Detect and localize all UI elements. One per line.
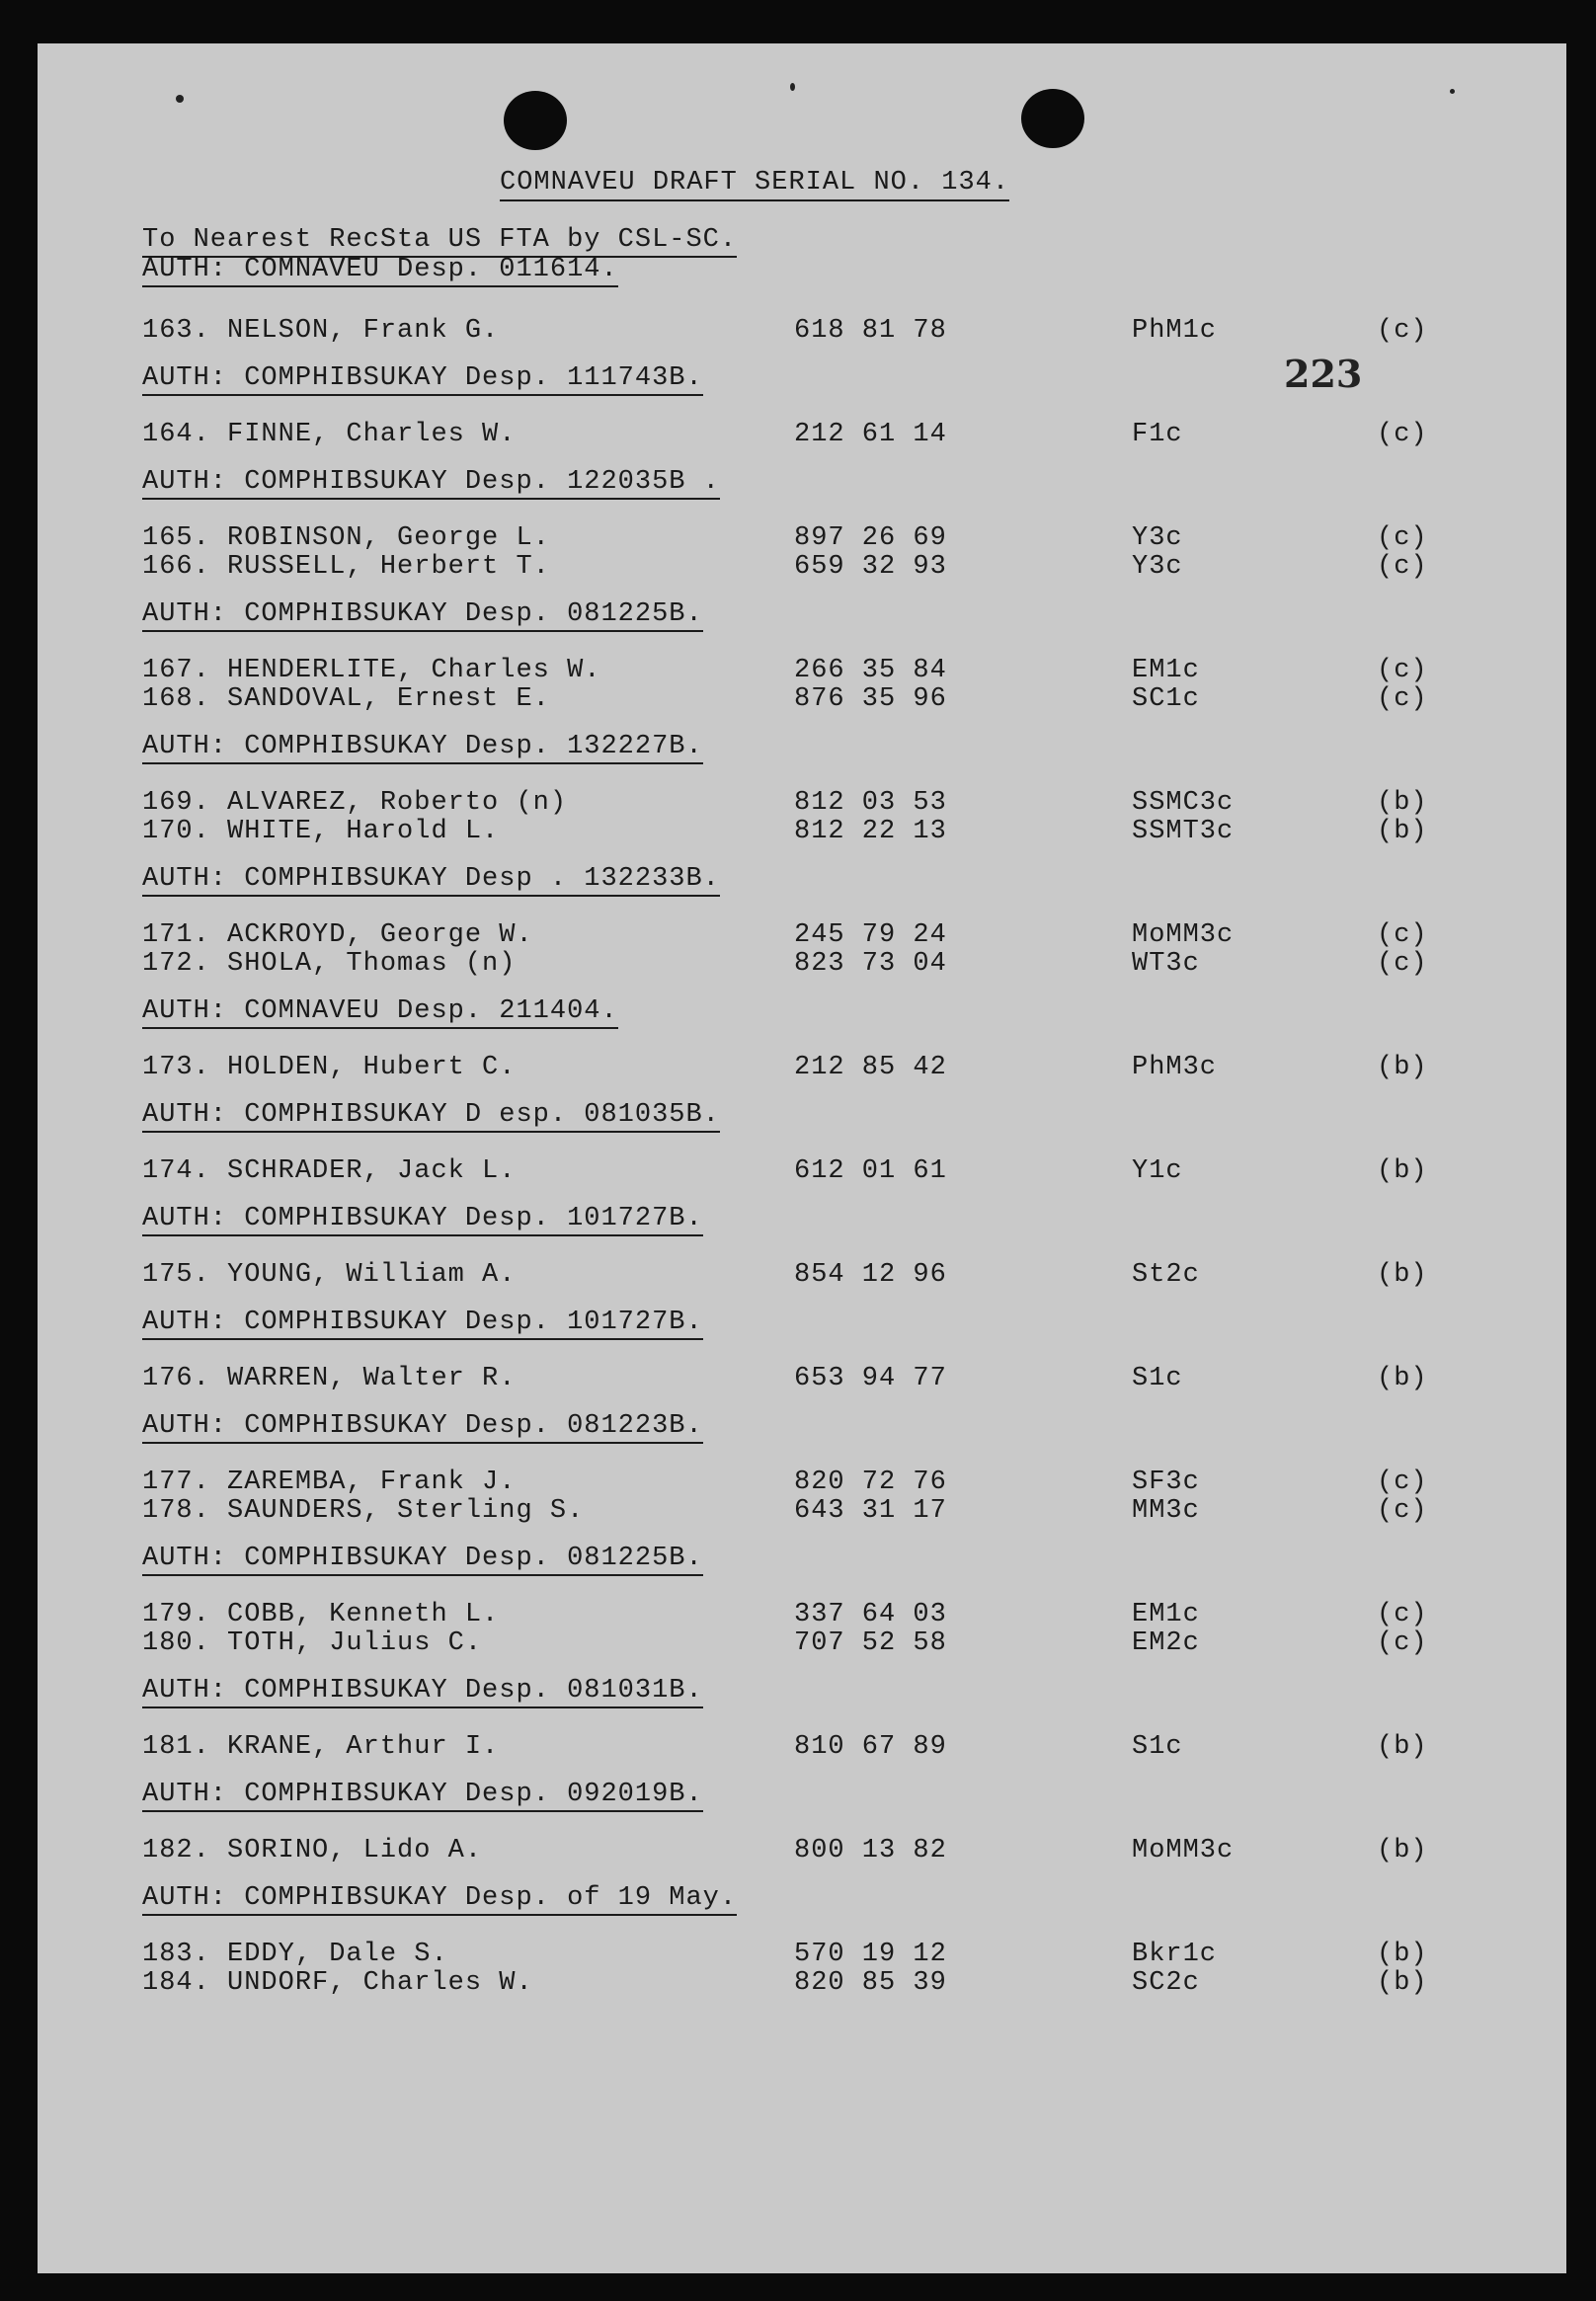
punch-hole-right <box>1021 89 1084 148</box>
stamped-page-number: 223 <box>1284 352 1363 396</box>
service-number: 876 35 96 <box>794 684 947 714</box>
service-number: 820 85 39 <box>794 1968 947 1998</box>
rating: Y3c <box>1132 523 1183 553</box>
classification: (b) <box>1377 1940 1428 1969</box>
rating: Bkr1c <box>1132 1940 1218 1969</box>
roster-entry <box>38 1836 1566 1865</box>
speck <box>790 83 795 91</box>
roster-entry <box>38 523 1566 553</box>
roster-entry <box>38 1628 1566 1658</box>
entry-name: 173. HOLDEN, Hubert C. <box>142 1053 517 1082</box>
rating: EM2c <box>1132 1628 1200 1658</box>
auth-line: AUTH: COMPHIBSUKAY Desp. 092019B. <box>142 1780 703 1812</box>
auth-line: AUTH: COMPHIBSUKAY Desp. 081225B. <box>142 1544 703 1576</box>
entry-name: 164. FINNE, Charles W. <box>142 420 517 449</box>
auth-line-header: AUTH: COMNAVEU Desp. 011614. <box>142 255 618 287</box>
service-number: 337 64 03 <box>794 1600 947 1629</box>
auth-line: AUTH: COMPHIBSUKAY Desp. 081031B. <box>142 1676 703 1708</box>
roster-entry <box>38 1496 1566 1526</box>
service-number: 812 22 13 <box>794 817 947 846</box>
entry-name: 166. RUSSELL, Herbert T. <box>142 552 550 582</box>
classification: (b) <box>1377 817 1428 846</box>
service-number: 897 26 69 <box>794 523 947 553</box>
classification: (c) <box>1377 1628 1428 1658</box>
classification: (c) <box>1377 1468 1428 1497</box>
entry-name: 184. UNDORF, Charles W. <box>142 1968 533 1998</box>
entry-name: 165. ROBINSON, George L. <box>142 523 550 553</box>
roster-entry <box>38 817 1566 846</box>
rating: F1c <box>1132 420 1183 449</box>
rating: EM1c <box>1132 656 1200 685</box>
rating: SSMC3c <box>1132 788 1235 818</box>
roster-entry <box>38 1156 1566 1186</box>
service-number: 653 94 77 <box>794 1364 947 1393</box>
service-number: 266 35 84 <box>794 656 947 685</box>
speck <box>1450 89 1455 94</box>
entry-name: 174. SCHRADER, Jack L. <box>142 1156 517 1186</box>
service-number: 643 31 17 <box>794 1496 947 1526</box>
auth-line: AUTH: COMNAVEU Desp. 211404. <box>142 996 618 1029</box>
rating: SC2c <box>1132 1968 1200 1998</box>
entry-name: 175. YOUNG, William A. <box>142 1260 517 1290</box>
roster-entry <box>38 316 1566 346</box>
entry-name: 178. SAUNDERS, Sterling S. <box>142 1496 585 1526</box>
entry-name: 177. ZAREMBA, Frank J. <box>142 1468 517 1497</box>
service-number: 612 01 61 <box>794 1156 947 1186</box>
entry-name: 168. SANDOVAL, Ernest E. <box>142 684 550 714</box>
service-number: 812 03 53 <box>794 788 947 818</box>
entry-name: 183. EDDY, Dale S. <box>142 1940 448 1969</box>
classification: (c) <box>1377 1600 1428 1629</box>
roster-entry <box>38 949 1566 979</box>
rating: EM1c <box>1132 1600 1200 1629</box>
rating: PhM3c <box>1132 1053 1218 1082</box>
document-title: COMNAVEU DRAFT SERIAL NO. 134. <box>500 168 1009 201</box>
service-number: 245 79 24 <box>794 920 947 950</box>
roster-entry <box>38 552 1566 582</box>
service-number: 854 12 96 <box>794 1260 947 1290</box>
entry-name: 170. WHITE, Harold L. <box>142 817 500 846</box>
classification: (c) <box>1377 316 1428 346</box>
roster-entry <box>38 1364 1566 1393</box>
auth-line: AUTH: COMPHIBSUKAY D esp. 081035B. <box>142 1100 720 1133</box>
service-number: 618 81 78 <box>794 316 947 346</box>
entry-name: 171. ACKROYD, George W. <box>142 920 533 950</box>
entry-name: 176. WARREN, Walter R. <box>142 1364 517 1393</box>
roster-entry <box>38 684 1566 714</box>
roster-entry <box>38 788 1566 818</box>
rating: MM3c <box>1132 1496 1200 1526</box>
classification: (c) <box>1377 656 1428 685</box>
roster-entry <box>38 1053 1566 1082</box>
auth-line: AUTH: COMPHIBSUKAY Desp. 101727B. <box>142 1308 703 1340</box>
entry-name: 181. KRANE, Arthur I. <box>142 1732 500 1762</box>
rating: MoMM3c <box>1132 920 1235 950</box>
auth-line: AUTH: COMPHIBSUKAY Desp. 111743B. <box>142 363 703 396</box>
speck <box>176 95 184 103</box>
service-number: 212 61 14 <box>794 420 947 449</box>
entry-name: 169. ALVAREZ, Roberto (n) <box>142 788 568 818</box>
classification: (b) <box>1377 1364 1428 1393</box>
service-number: 212 85 42 <box>794 1053 947 1082</box>
classification: (c) <box>1377 920 1428 950</box>
classification: (c) <box>1377 420 1428 449</box>
auth-line: AUTH: COMPHIBSUKAY Desp . 132233B. <box>142 864 720 897</box>
service-number: 800 13 82 <box>794 1836 947 1865</box>
entry-name: 182. SORINO, Lido A. <box>142 1836 483 1865</box>
rating: MoMM3c <box>1132 1836 1235 1865</box>
rating: PhM1c <box>1132 316 1218 346</box>
entry-name: 167. HENDERLITE, Charles W. <box>142 656 601 685</box>
classification: (b) <box>1377 1732 1428 1762</box>
classification: (b) <box>1377 1156 1428 1186</box>
auth-line: AUTH: COMPHIBSUKAY Desp. 081225B. <box>142 599 703 632</box>
rating: S1c <box>1132 1364 1183 1393</box>
classification: (c) <box>1377 1496 1428 1526</box>
rating: St2c <box>1132 1260 1200 1290</box>
service-number: 820 72 76 <box>794 1468 947 1497</box>
auth-line: AUTH: COMPHIBSUKAY Desp. 101727B. <box>142 1204 703 1236</box>
document-page <box>38 43 1566 2273</box>
roster-entry <box>38 1260 1566 1290</box>
auth-line: AUTH: COMPHIBSUKAY Desp. 122035B . <box>142 467 720 500</box>
classification: (b) <box>1377 1053 1428 1082</box>
roster-entry <box>38 920 1566 950</box>
routing-line: To Nearest RecSta US FTA by CSL-SC. <box>142 225 737 258</box>
rating: WT3c <box>1132 949 1200 979</box>
service-number: 659 32 93 <box>794 552 947 582</box>
rating: SF3c <box>1132 1468 1200 1497</box>
classification: (b) <box>1377 1836 1428 1865</box>
roster-entry <box>38 656 1566 685</box>
punch-hole-left <box>504 91 567 150</box>
entry-name: 179. COBB, Kenneth L. <box>142 1600 500 1629</box>
rating: SC1c <box>1132 684 1200 714</box>
classification: (b) <box>1377 1260 1428 1290</box>
roster-entry <box>38 1732 1566 1762</box>
roster-entry <box>38 1968 1566 1998</box>
auth-line: AUTH: COMPHIBSUKAY Desp. 132227B. <box>142 732 703 764</box>
classification: (c) <box>1377 523 1428 553</box>
rating: S1c <box>1132 1732 1183 1762</box>
roster-entry <box>38 1940 1566 1969</box>
service-number: 570 19 12 <box>794 1940 947 1969</box>
classification: (c) <box>1377 552 1428 582</box>
entry-name: 172. SHOLA, Thomas (n) <box>142 949 517 979</box>
rating: Y3c <box>1132 552 1183 582</box>
service-number: 810 67 89 <box>794 1732 947 1762</box>
entry-name: 180. TOTH, Julius C. <box>142 1628 483 1658</box>
rating: Y1c <box>1132 1156 1183 1186</box>
roster-entry <box>38 1600 1566 1629</box>
roster-entry <box>38 420 1566 449</box>
roster-entry <box>38 1468 1566 1497</box>
entry-name: 163. NELSON, Frank G. <box>142 316 500 346</box>
classification: (b) <box>1377 788 1428 818</box>
classification: (c) <box>1377 684 1428 714</box>
auth-line: AUTH: COMPHIBSUKAY Desp. of 19 May. <box>142 1883 737 1916</box>
service-number: 707 52 58 <box>794 1628 947 1658</box>
service-number: 823 73 04 <box>794 949 947 979</box>
classification: (b) <box>1377 1968 1428 1998</box>
auth-line: AUTH: COMPHIBSUKAY Desp. 081223B. <box>142 1411 703 1444</box>
classification: (c) <box>1377 949 1428 979</box>
rating: SSMT3c <box>1132 817 1235 846</box>
